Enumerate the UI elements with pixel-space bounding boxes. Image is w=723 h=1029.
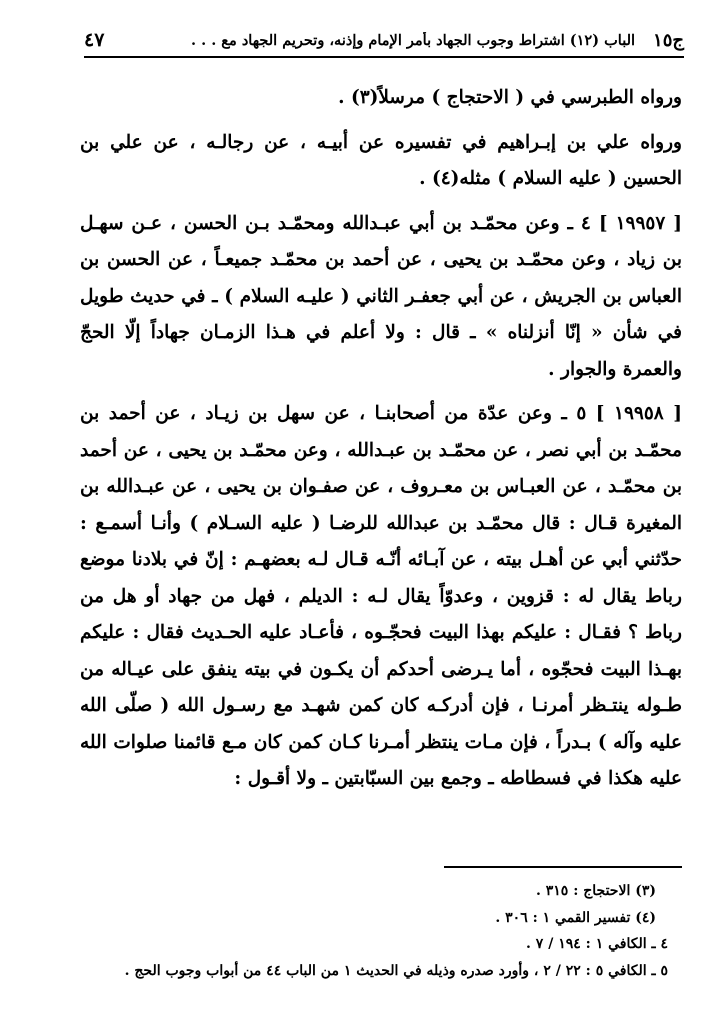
paragraph-qummi: ورواه علي بن إبـراهيم في تفسيره عن أبيـه ، عن رجالـه ، عن علي بن الحسين ( عليه السلام ) مثله(٤) . (80, 131, 682, 189)
footnote-divider (444, 866, 682, 868)
chapter-title: الباب (١٢) اشتراط وجوب الجهاد بأمر الإمام وإذنه، وتحريم الجهاد مع . . . (191, 31, 636, 49)
source-note-5: ٥ ـ الكافي ٥ : ٢٢ / ٢ ، وأورد صدره وذيله في الحديث ١ من الباب ٤٤ من أبواب وجوب الحج . (124, 962, 668, 979)
paragraph-tabarsi: ورواه الطبرسي في ( الاحتجاج ) مرسلاً(٣) . (338, 87, 682, 108)
source-note-4: ٤ ـ الكافي ١ : ١٩٤ / ٧ . (526, 936, 668, 952)
footnotes (80, 878, 682, 984)
page-number: ٤٧ (84, 29, 105, 51)
header-divider (84, 56, 684, 58)
running-header (84, 26, 684, 54)
volume-label: ج١٥ (653, 29, 684, 51)
hadith-19957: [ ١٩٩٥٧ ] ٤ ـ وعن محمّـد بن أبي عبـدالله ومحمّـد بـن الحسن ، عـن سهـل بن زياد ، وعن محمّـد بن يحيى ، عن أحمد بن محمّـد جميعـاً ، عن الحسن بن العباس بن الجريش ، عن أبي جعفـر الثاني ( عليـه السلام ) ـ في حديث طويل في شأن « إنّا أنزلناه » ـ قال : ولا أعلم في هـذا الزمـان جهاداً إلّا الحجّ والعمرة والجوار . (80, 212, 682, 380)
footnote-4: (٤) تفسير القمي ١ : ٣٠٦ . (495, 909, 656, 926)
hadith-19958: [ ١٩٩٥٨ ] ٥ ـ وعن عدّة من أصحابنـا ، عن سهل بن زيـاد ، عن أحمد بن محمّـد بن أبي نصر ، عن محمّـد بن عبـدالله ، وعن محمّـد بن يحيى ، عن أحمد بن محمّـد ، عن العبـاس بن معـروف ، عن صفـوان بن يحيى ، عن عبـدالله بن المغيرة قـال : قال محمّـد بن عبدالله للرضـا ( عليه السـلام ) وأنـا أسمـع : حدّثني أبي عن أهـل بيته ، عن آبـائه أنّـه قـال لـه بعضهـم : إنّ في بلادنا موضع رباط يقال له : قزوين ، وعدوّاً يقال لـه : الديلم ، فهل من جهاد أو هل من رباط ؟ فقـال : عليكم بهذا البيت فحجّـوه ، فأعـاد عليه الحـديث فقال : عليكم بهـذا البيت فحجّوه ، أما يـرضى أحدكم أن يكـون في بيته ينفق على عيـاله من طـوله ينتـظر أمرنـا ، فإن أدركـه كان كمن شهـد مع رسـول الله ( صلّى الله عليه وآله ) بـدراً ، فإن مـات ينتظر أمـرنا كـان كمن كان مـع قائمنا صلوات الله عليه هكذا في فسطاطه ـ وجمع بين السبّابتين ـ ولا أقـول : (80, 403, 682, 789)
main-text (80, 80, 682, 798)
footnote-3: (٣) الاحتجاج : ٣١٥ . (536, 883, 656, 899)
